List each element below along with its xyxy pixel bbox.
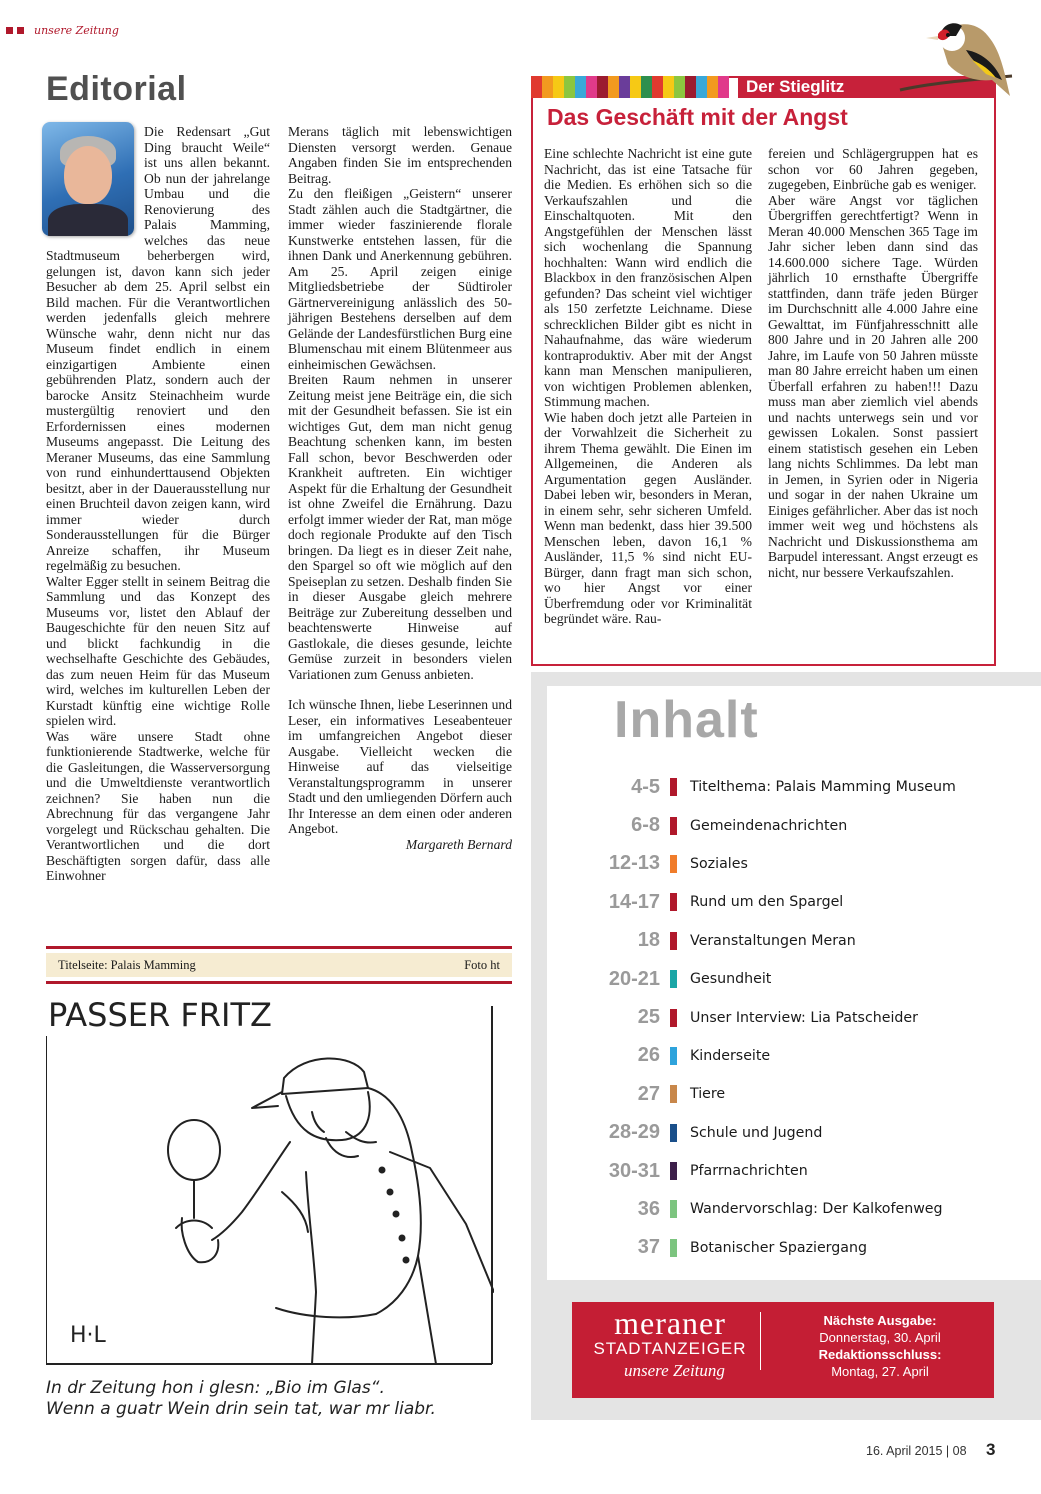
toc-label: Veranstaltungen Meran [690,932,856,949]
cartoon-caption [46,1378,516,1420]
inhalt-title: Inhalt [614,691,759,749]
toc-label: Gesundheit [690,971,772,988]
toc-label: Titelthema: Palais Mamming Museum [690,779,956,796]
toc-label: Rund um den Spargel [690,894,844,911]
ad-brand-name: meraner [614,1305,726,1341]
color-stripe [707,76,718,98]
stieglitz-paragraph: fereien und Schlägergruppen hat es schon vor 60 Jahren gegeben, zugegeben, Einbrüche gab es weniger. [768,146,978,192]
color-stripe [575,76,586,98]
header-square-icon [17,27,24,34]
photo-credit: Foto ht [464,957,500,972]
color-stripe [718,76,729,98]
editorial-paragraph: Was wäre unsere Stadt ohne funktionierende Stadtwerke, welche für die Gasleitungen, die Wasserversorgung und die Umweltdienste verantwortlich zeichnen? Sie haben nun die Abrechnung für das vergangene Jahr vorgelegt und Rückschau gehalten. Die Verantwortlichen und die dort Beschäftigten sorgen dafür, dass alle Einwohner [46,728,270,883]
toc-color-marker [670,1239,677,1257]
cartoon-title: PASSER FRITZ [48,996,272,1034]
toc-label: Botanischer Spaziergang [690,1239,867,1256]
toc-color-marker [670,1124,677,1142]
goldfinch-icon [896,10,1016,108]
toc-color-marker [670,1162,677,1180]
header-brand: unsere Zeitung [34,24,119,37]
color-stripe [630,76,641,98]
color-stripe [696,76,707,98]
toc-label: Tiere [690,1086,726,1103]
color-stripe [685,76,696,98]
toc-item[interactable] [560,883,1020,921]
toc-color-marker [670,1200,677,1218]
color-stripe [619,76,630,98]
color-stripe [586,76,597,98]
cartoon-signature: H·L [70,1323,106,1348]
page-number: 3 [986,1440,996,1459]
toc-item[interactable] [560,960,1020,998]
toc-item[interactable] [560,1037,1020,1075]
ad-brand-sub: STADTANZEIGER [593,1339,747,1358]
toc-page-range: 28-29 [608,1121,660,1144]
toc-item[interactable] [560,1152,1020,1190]
toc-page-range: 30-31 [608,1159,660,1182]
toc-page-range: 14-17 [608,890,660,913]
cover-caption: Titelseite: Palais Mamming [58,957,196,972]
editorial-title: Editorial [46,70,187,108]
stieglitz-column-2 [768,146,978,580]
table-of-contents [560,768,1020,1267]
editorial-paragraph: Breiten Raum nehmen in unserer Zeitung meist jene Beiträge ein, die sich mit der Gesundheit befassen. Sie ist ein wichtiges Gut, dem man nicht genug Beachtung schenken kann, im besten Fall schon, bevor Beschwerden oder Krankheit auftreten. Ein wichtiger Aspekt für die Erhaltung der Gesundheit ist ohne Zweifel die Ernährung. Dazu erfolgt immer wieder der Rat, man möge doch regionale Produkte auf den Tisch bringen. Da liegt es in dieser Zeit nahe, den Spargel so oft wie möglich auf den Speiseplan zu setzen. Deshalb finden Sie in dieser Ausgabe gleich mehrere Beiträge zur Zubereitung desselben und beachtenswerte Hinweise auf Gastlokale, die dieses gesunde, leichte Gemüse zurzeit in besonders vielen Variationen zum Genuss anbieten. [288,372,512,682]
toc-color-marker [670,778,677,796]
editorial-paragraph: Walter Egger stellt in seinem Beitrag die Sammlung und das Konzept des Museums vor, listet den Ablauf der Baugeschichte für den neuen Sitz auf und blickt fachkundig in die wechselhafte Geschichte des Gebäudes, das zum neuen Heim für das Museum wird, welches im kulturellen Leben der Kurstadt künftig eine wichtige Rolle spielen wird. [46,573,270,728]
editorial-paragraph: Ich wünsche Ihnen, liebe Leserinnen und Leser, ein informatives Leseabenteuer im umfangreichen Angebot dieser Ausgabe. Vielleicht wecken die Hinweise auf das vielseitige Veranstaltungsprogramm in unserer Stadt und den umliegenden Dörfern auch Ihr Interesse an dem einen oder anderen Angebot. [288,697,512,836]
cover-caption-bar [46,946,512,984]
toc-page-range: 27 [637,1082,660,1105]
stieglitz-paragraph: Aber wäre Angst vor täglichen Übergriffen gerechtfertigt? Wenn in Meran 40.000 Menschen 365 Tage im Jahr sicher leben dann sind das 14.600.000 sichere Tage. Würden jährlich 10 ernsthafte Übergriffe stattfinden, dann träfe jeden Bürger im Durchschnitt alle 4.000 Jahre eine Gewalttat, im Fünfjahresschnitt alle 800 Jahre und in 20 Jahren alle 200 Jahre, im Laufe von 50 Jahren müsste man 80 Jahre erreicht haben um einen Überfall erfahren zu haben!!! Dazu muss man aber ziemlich viel abends und nachts unterwegs sein und vor gewissen Lokalen. Sonst passiert einem statistisch gesehen ein Leben lang nichts Schlimmes. Da lebt man in Jemen, in Syrien oder in Nigeria und sogar in der nahen Ukraine um Einiges gefährlicher. Aber das ist noch immer weit weg und höchstens als Nachricht und Diskussionsthema am Barpudel interessant. Angst erzeugt es nicht, nur bessere Verkaufszahlen. [768,192,978,580]
toc-label: Pfarrnachrichten [690,1163,808,1180]
color-stripe [608,76,619,98]
header-square-icon [6,27,13,34]
color-stripe [674,76,685,98]
editorial-column-1 [46,124,270,884]
color-stripe [663,76,674,98]
deadline-date: Montag, 27. April [831,1364,929,1379]
toc-item[interactable] [560,1114,1020,1152]
cartoon-caption-line: In dr Zeitung hon i glesn: „Bio im Glas“. [46,1378,385,1398]
color-stripe [553,76,564,98]
stieglitz-title: Das Geschäft mit der Angst [547,104,848,130]
toc-item[interactable] [560,768,1020,806]
editorial-signature: Margareth Bernard [405,836,512,852]
color-stripe [542,76,553,98]
toc-page-range: 36 [637,1197,660,1220]
color-stripe [641,76,652,98]
toc-page-range: 12-13 [608,852,660,875]
editorial-column-2 [288,124,512,852]
header-mark [6,24,119,37]
color-stripe [652,76,663,98]
toc-color-marker [670,855,677,873]
next-issue-date: Donnerstag, 30. April [819,1330,941,1345]
toc-page-range: 18 [637,929,660,952]
toc-color-marker [670,893,677,911]
color-stripe [531,76,542,98]
toc-item[interactable] [560,806,1020,844]
toc-color-marker [670,932,677,950]
stieglitz-paragraph: Wie haben doch jetzt alle Parteien in der Vorwahlzeit die Sicherheit zu ihrem Thema gewählt. Die Einen im Allgemeinen, die Anderen als Argumentation gegen Ausländer. Dabei leben wir, besonders in Meran, in einem sehr, sehr sicheren Umfeld. Wenn man bedenkt, dass hier 39.500 Menschen leben, davon 16,1 % Ausländer, 11,5 % sind nicht EU-Bürger, dann fragt man sich schon, wo hier Angst vor einer Überfremdung oder vor Kriminalität begründet wäre. Rau- [544,409,752,626]
toc-item[interactable] [560,845,1020,883]
toc-item[interactable] [560,1229,1020,1267]
editorial-paragraph: Merans täglich mit lebenswichtigen Diensten versorgt werden. Genaue Angaben finden Sie im entsprechenden Beitrag. [288,124,512,186]
stadtanzeiger-ad [572,1302,994,1398]
stieglitz-column-1 [544,146,752,627]
toc-page-range: 6-8 [631,814,660,837]
toc-page-range: 4-5 [631,775,660,798]
ad-brand [584,1306,756,1384]
color-stripe [564,76,575,98]
toc-item[interactable] [560,1075,1020,1113]
stieglitz-paragraph: Eine schlechte Nachricht ist eine gute Nachricht, das ist eine Tatsache für die Medien. Es erhöhen sich so die Verkaufszahlen und die Einschaltquoten. Mit den Angstgefühlen der Menschen lässt sich wochenlang die Spannung hochhalten: Wann wird endlich die Blackbox in den französischen Alpen gefunden? Das scheint viel wichtiger als 150 zerfetzte Leichname. Diese schrecklichen Bilder gibt es nicht in Nahaufnahme, das wäre wiederum kontraproduktiv. Aber mit der Angst kann man Menschen manipulieren, von wichtigen Problemen ablenken, Stimmung machen. [544,146,752,409]
toc-page-range: 37 [637,1236,660,1259]
toc-item[interactable] [560,1190,1020,1228]
toc-page-range: 25 [637,1006,660,1029]
passer-fritz-cartoon [46,992,494,1372]
editorial-paragraph: Zu den fleißigen „Geistern“ unserer Stadt zählen auch die Stadtgärtner, die immer wieder faszinierende florale Kunstwerke entstehen lassen, für die ihnen Dank und Anerkennung gebühren. Am 25. April zeigen einige Mitgliedsbetriebe der Südtiroler Gärtnervereinigung anlässlich des 50-jährigen Bestehens derselben auf dem Gelände der Landesfürstlichen Burg eine Blumenschau mit einem Blütenmeer aus einheimischen Gewächsen. [288,186,512,372]
ad-brand-tagline: unsere Zeitung [624,1361,725,1380]
toc-item[interactable] [560,998,1020,1036]
toc-page-range: 26 [637,1044,660,1067]
toc-color-marker [670,1047,677,1065]
toc-color-marker [670,1085,677,1103]
toc-item[interactable] [560,922,1020,960]
toc-color-marker [670,970,677,988]
color-stripe [597,76,608,98]
toc-color-marker [670,1009,677,1027]
stieglitz-color-stripes [531,76,729,98]
stieglitz-label: Der Stieglitz [738,76,996,98]
toc-label: Soziales [690,855,748,872]
footer-date-issue: 16. April 2015 | 08 [866,1444,967,1458]
ad-divider [760,1312,761,1370]
toc-label: Gemeindenachrichten [690,817,848,834]
next-issue-label: Nächste Ausgabe: [823,1313,937,1328]
toc-label: Unser Interview: Lia Patscheider [690,1009,918,1026]
toc-color-marker [670,817,677,835]
toc-label: Wandervorschlag: Der Kalkofenweg [690,1201,943,1218]
toc-page-range: 20-21 [608,967,660,990]
toc-label: Schule und Jugend [690,1124,823,1141]
toc-label: Kinderseite [690,1047,771,1064]
ad-info [772,1312,988,1380]
deadline-label: Redaktionsschluss: [818,1347,942,1362]
editorial-paragraph: Die Redensart „Gut Ding braucht Weile“ ist uns allen bekannt. Ob nun der jahrelange Umbau und die Renovierung des Palais Mamming, welches das neue Stadtmuseum beherbergen wird, gelungen ist, davon kann sich jeder Besucher ab dem 25. April selbst ein Bild machen. Für die Verantwortlichen werden jedenfalls gleich mehrere Wünsche wahr, denn nicht nur das Museum findet endlich in einem einzigartigen Ambiente einen gebührenden Platz, sondern auch der barocke Ansitz Steinachheim wurde mustergültig renoviert und den Erfordernissen eines modernen Museums angepasst. Die Leitung des Meraner Museums, das eine Sammlung von rund einhunderttausend Objekten besitzt, aber in der Dauerausstellung nur einen Bruchteil davon zeigen kann, wird immer wieder durch Sonderausstellungen für die Bürger Anreize schaffen, ihr Museum regelmäßig zu besuchen. [46,124,270,573]
cartoon-caption-line: Wenn a guatr Wein drin sein tat, war mr liabr. [46,1399,436,1419]
